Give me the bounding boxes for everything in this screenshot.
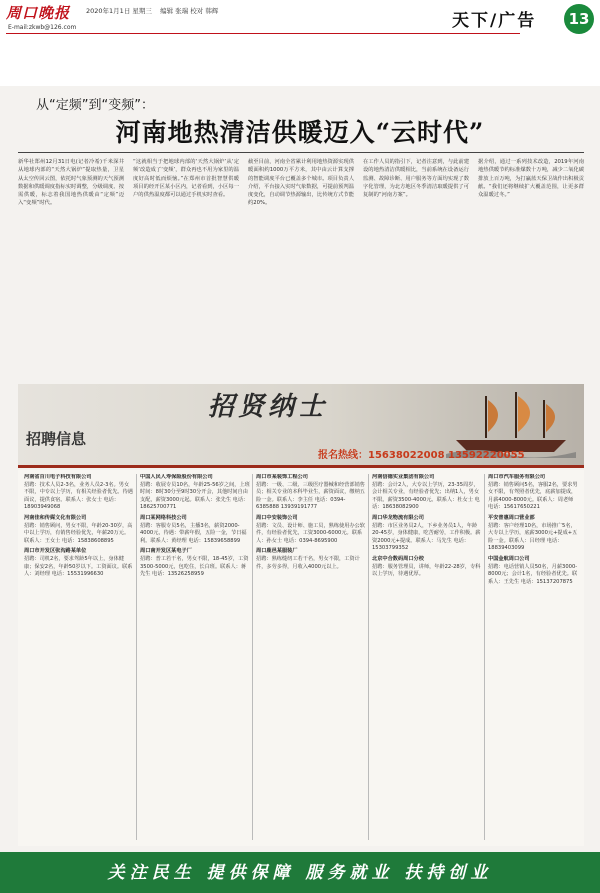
header-email: E-mail:zkwb@126.com — [8, 24, 77, 31]
ad-company: 周口某网络科技公司 — [140, 514, 187, 521]
ad-item — [488, 556, 580, 586]
banner-calligraphy: 招贤纳士 — [208, 392, 329, 422]
ad-company: 北京中合数码周口分校 — [372, 555, 424, 562]
ad-company: 河南佳和传媒文化有限公司 — [24, 514, 87, 521]
ad-item — [140, 515, 250, 545]
article-column-1: 新华社郑州12月31日电(记者冷希)千米深井从地球内部的“天然大锅炉”提取热量，卫星从太空传回云图，依托时气象预测的天气预测数据和供暖调度指标实时调整，分级调度、按需供暖，标志着我国地热供暖由“定频”迈入“变频”时代。 — [18, 159, 124, 207]
ad-text: 招聘：客服专员5名，主播3名，薪资2000-4000元，待遇：带薪年假，五险一金，节日福利。联系人：黄经理 电话：15839658899 — [140, 522, 247, 544]
ad-text: 招聘：司机2名，要求驾龄5年以上，身体健康；保安2名，年龄50岁以下。工资面议。联系人：刘经理 电话：15531996630 — [24, 555, 133, 578]
ad-company: 周口中安装饰公司 — [256, 514, 298, 521]
ad-item — [24, 548, 134, 578]
article-body — [18, 158, 584, 380]
ad-text: 招聘：技术人员2-3名，业务人员2-3名。男女不限，中专以上学历，有相关经验者优先。待遇面议，提供食宿。联系人：张女士 电话：18903949068 — [24, 481, 133, 511]
ad-company: 周口市汽车服务有限公司 — [488, 474, 546, 480]
banner-hotline: 报名热线：15638022008 13592220055 — [318, 450, 525, 461]
ad-text: 招聘：会计2人，大专以上学历，23-35周岁，会计相关专业，有经验者优先；出纳1人，男女不限。薪资3500-4000元。联系人：杜女士 电话：18638082900 — [372, 481, 480, 511]
page-header — [0, 0, 600, 86]
ad-column-3 — [256, 474, 366, 842]
ad-company: 河南省百川电子科技有限公司 — [24, 474, 92, 480]
ad-company: 周口市开发区张沟路某单位 — [24, 548, 87, 555]
ad-company: 平安普惠周口营业部 — [488, 514, 535, 521]
ad-text: 招聘：客户经理10名，市场推广5名，大专以上学历，底薪3000元+提成+五险一金。联系人：吕经理 电话：18839403099 — [488, 522, 578, 552]
recruit-banner — [18, 384, 584, 468]
banner-title: 招聘信息 — [26, 430, 87, 448]
ad-item — [372, 515, 482, 553]
section-title: 天下/广告 — [452, 11, 537, 31]
issue-date: 2020年1月1日 星期三 — [86, 7, 152, 15]
ad-item — [256, 474, 366, 512]
ad-company: 河南信德实业集团有限公司 — [372, 474, 435, 480]
ad-text: 招聘：市区业务员2人，下乡业务员1人，年龄20-45岁，身体健康，吃苦耐劳，工作积极。薪资2000元+提成。联系人：马先生 电话：15303799352 — [372, 522, 481, 552]
ad-company: 周口南开发区某电子厂 — [140, 548, 192, 555]
article-column-2: “这就相当于把地球内部的‘天然大锅炉’从‘定频’改造成了‘变频’，群众再也不用为家里的温度好高时低而烦恼。”在郑州市首批智慧供暖项目的经开区某小区内，记者看到，小区每一户的供热温度都可以通过手机实时查看。 — [133, 159, 239, 199]
ad-company: 中国人民人寿保险股份有限公司 — [140, 474, 213, 480]
article-kicker: 从“定频”到“变频”： — [36, 98, 154, 113]
ad-text: 招聘：熟练缝纫工若干名，男女不限，工资计件，多劳多得，月收入4000元以上。 — [256, 555, 360, 570]
ad-item — [24, 474, 134, 512]
ad-item — [256, 548, 366, 571]
article-headline: 河南地热清洁供暖迈入“云时代” — [115, 118, 485, 147]
classified-ads — [18, 470, 584, 846]
ad-text: 招聘：电话营销人员50名，月薪3000-8000元；会计1名，有经验者优先。联系人：王先生 电话：15137207875 — [488, 563, 578, 585]
ad-column-1 — [24, 474, 134, 842]
ad-company: 周口市某装饰工程公司 — [256, 474, 308, 480]
ad-company: 周口鹿邑某服装厂 — [256, 548, 298, 555]
ad-text: 招聘：文员、设计师、施工员，熟练使用办公软件，有经验者优先，工资3000-6000元。联系人：孙女士 电话：0394-8695900 — [256, 522, 365, 544]
ad-item — [256, 515, 366, 545]
article-column-3: 截至目前，河南全省累计利用地热资源实现供暖面积约1000万平方米，其中由云计算支撑的智能调度平台已覆盖多个城市。项目负责人介绍，平台接入实时气象数据，可提前预判温度变化，自动调节热源输出，比传统方式节能约20%。 — [248, 159, 354, 207]
article-column-4: 在工作人员的指引下，记者注意到，与此前建设的地热清洁供暖相比，当前系统在设备运行监测、故障诊断、用户服务等方面均实现了数字化管理，为北方地区冬季清洁取暖提供了可复制的“河南方案”。 — [363, 159, 469, 199]
ad-item — [140, 548, 250, 578]
column-divider — [252, 474, 253, 840]
ad-text: 招聘：服务管理员，讲师，年龄22-28岁，专科以上学历，待遇优厚。 — [372, 563, 481, 578]
ad-item — [488, 474, 580, 512]
column-divider — [484, 474, 485, 840]
ad-column-5 — [488, 474, 580, 842]
article-column-5: 据介绍，通过一系列技术改造，2019年河南地热供暖节约标准煤数十万吨，减少二氧化碳排放上百万吨，为打赢蓝天保卫战作出积极贡献。“我们还将继续扩大覆盖范围，让更多群众温暖过冬。” — [478, 159, 584, 199]
slogan-footer — [0, 852, 600, 893]
ad-text: 招聘：收展专员10名，年龄25-56岁之间，上班时间：8时30分至9时30分开会，其他时间自由支配，薪资3000元起。联系人：张先生 电话：18625700771 — [140, 481, 250, 511]
ad-text: 招聘：销售顾问，男女不限，年龄20-30岁，高中以上学历，有销售经验优先，年薪20万元。联系人：王女士 电话：15838608895 — [24, 522, 133, 544]
ad-column-2 — [140, 474, 250, 842]
banner-bottom-bar — [18, 465, 584, 468]
header-meta — [86, 6, 218, 15]
header-rule — [6, 33, 520, 34]
column-divider — [368, 474, 369, 840]
headline-rule — [18, 152, 584, 153]
ad-item — [372, 474, 482, 512]
ad-company: 中国金航周口公司 — [488, 555, 530, 562]
ad-column-4 — [372, 474, 482, 842]
editors-line: 编辑 张瑞 校对 韩辉 — [160, 7, 219, 15]
page-number-badge: 13 — [564, 4, 594, 34]
ad-item — [140, 474, 250, 512]
ad-item — [488, 515, 580, 553]
footer-slogan: 关注民生 提供保障 服务就业 扶持创业 — [107, 863, 493, 883]
masthead-logo: 周口晚报 — [6, 4, 71, 22]
ad-item — [24, 515, 134, 545]
column-divider — [136, 474, 137, 840]
ad-text: 招聘：一级、二级、三级医疗器械和经营部销售员；相关专业的本科毕业生，薪资面议，缴纳五险一金。联系人：李主任 电话：0394-6385888 13939191777 — [256, 481, 365, 511]
ad-item — [372, 556, 482, 579]
ad-text: 招聘：销售顾问5名，客服2名，要求男女不限，有驾照者优先，底薪加提成，月薪4000-8000元。联系人：周老师 电话：15617650221 — [488, 481, 578, 511]
ad-text: 招聘：普工若干名，男女不限，18-45岁，工资3500-5000元，包吃住，长白班。联系人：蒋先生 电话：13526258959 — [140, 555, 249, 578]
ad-company: 周口华龙物流有限公司 — [372, 514, 424, 521]
